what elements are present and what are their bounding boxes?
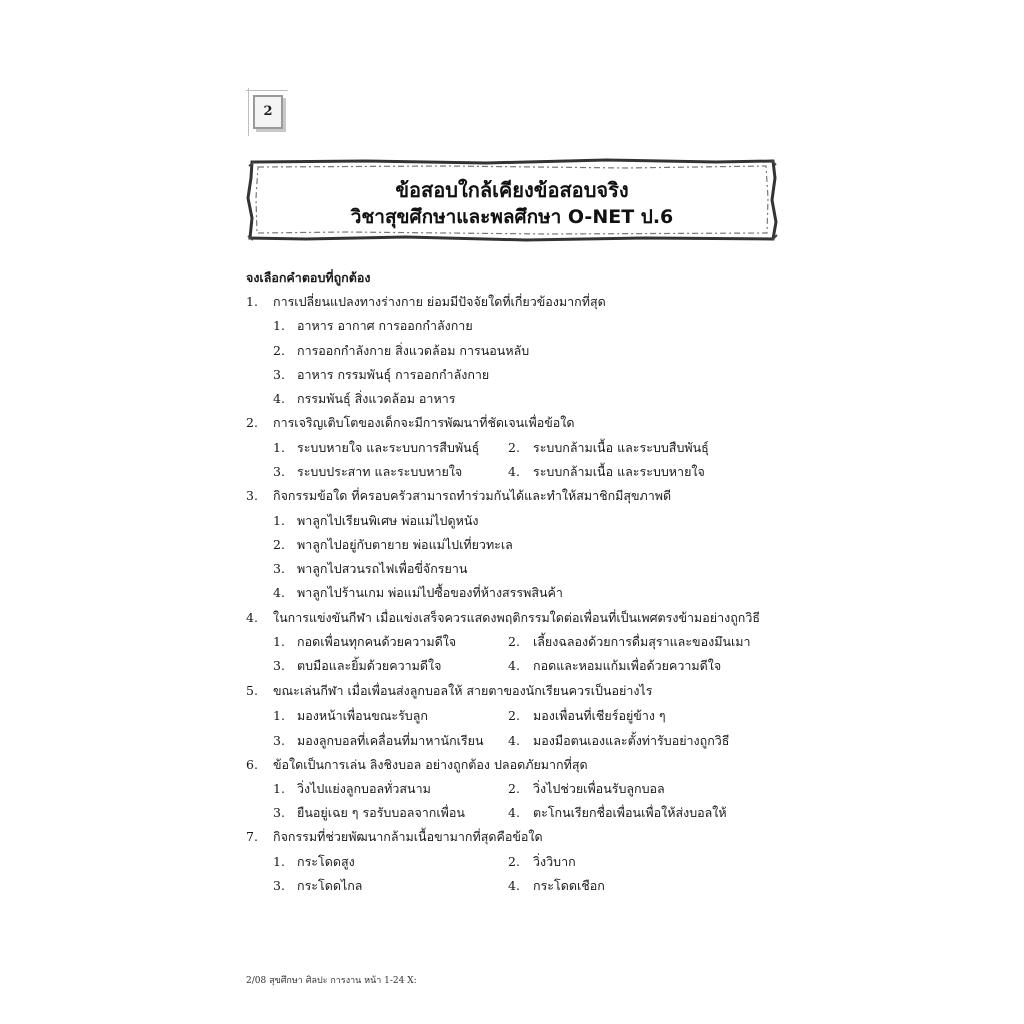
option-number: 4.	[273, 391, 285, 406]
option-text: มองลูกบอลที่เคลื่อนที่มาหานักเรียน	[297, 733, 484, 748]
option-number: 2.	[273, 537, 285, 552]
option-text: ตบมือและยิ้มด้วยความดีใจ	[297, 658, 442, 673]
page-footer: 2/08 สุขศึกษา ศิลปะ การงาน หน้า 1-24 X:	[246, 976, 417, 986]
option-number: 1.	[273, 318, 285, 333]
option-text: ระบบกล้ามเนื้อ และระบบสืบพันธุ์	[533, 440, 709, 455]
option-text: กระโดดเชือก	[533, 878, 605, 893]
option-number: 4.	[508, 464, 520, 479]
option-number: 4.	[508, 733, 520, 748]
option-text: มองเพื่อนที่เชียร์อยู่ข้าง ๆ	[533, 708, 666, 723]
question-text: กิจกรรมที่ช่วยพัฒนากล้ามเนื้อขามากที่สุดคือข้อใด	[273, 829, 543, 844]
option-number: 3.	[273, 561, 285, 576]
banner-title-line2: วิชาสุขศึกษาและพลศึกษา O-NET ป.6	[350, 206, 674, 228]
question-number: 4.	[246, 610, 258, 625]
option-text: การออกกำลังกาย สิ่งแวดล้อม การนอนหลับ	[297, 343, 530, 358]
option-text: พาลูกไปร้านเกม พ่อแม่ไปซื้อของที่ห้างสรรพสินค้า	[297, 585, 563, 600]
option-text: อาหาร อากาศ การออกกำลังกาย	[297, 318, 473, 333]
option-number: 2.	[508, 634, 520, 649]
question-text: ในการแข่งขันกีฬา เมื่อแข่งเสร็จควรแสดงพฤติกรรมใดต่อเพื่อนที่เป็นเพศตรงข้ามอย่างถูกวิธี	[273, 610, 761, 625]
option-number: 1.	[273, 440, 285, 455]
option-number: 2.	[508, 781, 520, 796]
question-number: 2.	[246, 415, 258, 430]
option-number: 2.	[273, 343, 285, 358]
option-number: 3.	[273, 367, 285, 382]
instruction: จงเลือกคำตอบที่ถูกต้อง	[246, 270, 371, 285]
option-number: 1.	[273, 634, 285, 649]
option-text: พาลูกไปเรียนพิเศษ พ่อแม่ไปดูหนัง	[297, 513, 479, 528]
option-text: เลี้ยงฉลองด้วยการดื่มสุราและของมึนเมา	[533, 634, 751, 649]
question-text: ข้อใดเป็นการเล่น ลิงชิงบอล อย่างถูกต้อง ปลอดภัยมากที่สุด	[273, 757, 588, 772]
option-number: 2.	[508, 708, 520, 723]
option-number: 4.	[508, 805, 520, 820]
question-number: 3.	[246, 488, 258, 503]
option-number: 3.	[273, 805, 285, 820]
option-number: 4.	[508, 878, 520, 893]
question-number: 1.	[246, 294, 258, 309]
question-number: 7.	[246, 829, 258, 844]
option-number: 4.	[508, 658, 520, 673]
page-number: 2	[263, 104, 273, 119]
option-number: 3.	[273, 658, 285, 673]
option-text: กระโดดสูง	[297, 854, 355, 869]
option-text: วิ่งไปช่วยเพื่อนรับลูกบอล	[533, 781, 665, 796]
option-number: 1.	[273, 781, 285, 796]
option-text: กรรมพันธุ์ สิ่งแวดล้อม อาหาร	[297, 391, 456, 406]
option-text: ระบบหายใจ และระบบการสืบพันธุ์	[297, 440, 480, 455]
option-number: 3.	[273, 878, 285, 893]
banner-title-line1: ข้อสอบใกล้เคียงข้อสอบจริง	[395, 178, 629, 202]
question-number: 6.	[246, 757, 258, 772]
option-number: 2.	[508, 440, 520, 455]
option-text: กระโดดไกล	[297, 878, 363, 893]
option-number: 3.	[273, 733, 285, 748]
option-text: กอดเพื่อนทุกคนด้วยความดีใจ	[297, 634, 457, 649]
option-text: มองหน้าเพื่อนขณะรับลูก	[297, 708, 428, 723]
option-number: 1.	[273, 854, 285, 869]
option-text: พาลูกไปสวนรถไฟเพื่อขี่จักรยาน	[297, 561, 468, 576]
option-text: ยืนอยู่เฉย ๆ รอรับบอลจากเพื่อน	[297, 805, 465, 820]
option-text: อาหาร กรรมพันธุ์ การออกกำลังกาย	[297, 367, 490, 382]
option-number: 1.	[273, 708, 285, 723]
option-text: วิ่งวิบาก	[533, 854, 576, 869]
option-text: พาลูกไปอยู่กับตายาย พ่อแม่ไปเที่ยวทะเล	[297, 537, 513, 552]
option-text: ระบบประสาท และระบบหายใจ	[297, 464, 463, 479]
option-number: 1.	[273, 513, 285, 528]
question-text: การเจริญเติบโตของเด็กจะมีการพัฒนาที่ชัดเจนเพื่อข้อใด	[273, 415, 575, 430]
option-text: กอดและหอมแก้มเพื่อด้วยความดีใจ	[533, 658, 722, 673]
option-text: ตะโกนเรียกชื่อเพื่อนเพื่อให้ส่งบอลให้	[533, 805, 727, 820]
option-number: 2.	[508, 854, 520, 869]
question-text: ขณะเล่นกีฬา เมื่อเพื่อนส่งลูกบอลให้ สายตาของนักเรียนควรเป็นอย่างไร	[273, 683, 653, 698]
option-text: วิ่งไปแย่งลูกบอลทั่วสนาม	[297, 781, 431, 796]
option-number: 3.	[273, 464, 285, 479]
question-text: การเปลี่ยนแปลงทางร่างกาย ย่อมมีปัจจัยใดที่เกี่ยวข้องมากที่สุด	[273, 294, 606, 309]
option-text: มองมือตนเองและตั้งท่ารับอย่างถูกวิธี	[533, 733, 730, 748]
question-text: กิจกรรมข้อใด ที่ครอบครัวสามารถทำร่วมกันได้และทำให้สมาชิกมีสุขภาพดี	[273, 488, 672, 503]
question-number: 5.	[246, 683, 258, 698]
option-number: 4.	[273, 585, 285, 600]
option-text: ระบบกล้ามเนื้อ และระบบหายใจ	[533, 464, 705, 479]
